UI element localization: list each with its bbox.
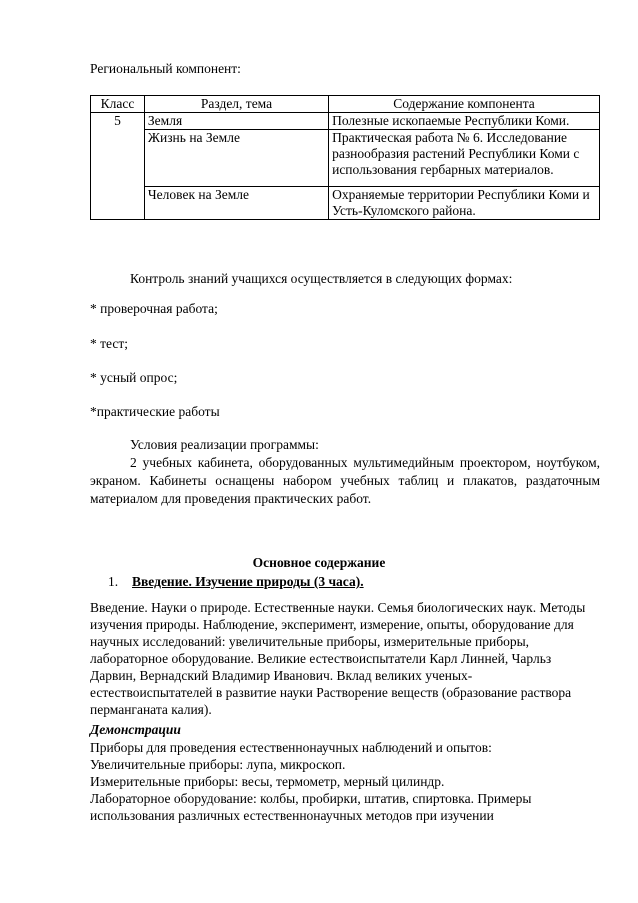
content-cell: Полезные ископаемые Республики Коми. [329, 113, 600, 130]
control-item: * проверочная работа; [90, 301, 218, 316]
control-item: *практические работы [90, 404, 220, 419]
topic-cell: Жизнь на Земле [144, 130, 328, 187]
regional-component-table [90, 95, 600, 220]
content-cell: Охраняемые территории Республики Коми и Усть-Куломского района. [329, 187, 600, 220]
header-grade: Класс [91, 96, 145, 113]
demo-line: Лабораторное оборудование: колбы, пробирки, штатив, спиртовка. Примеры использования различных естественнонаучных методов при изучении [90, 791, 532, 823]
demo-heading: Демонстрации [90, 722, 181, 737]
table-header-row [91, 96, 600, 113]
grade-cell: 5 [91, 113, 145, 220]
conditions-title: Условия реализации программы: [130, 437, 319, 452]
control-intro: Контроль знаний учащихся осуществляется в следующих формах: [130, 271, 513, 286]
header-content: Содержание компонента [329, 96, 600, 113]
topic-cell: Земля [144, 113, 328, 130]
conditions-text: 2 учебных кабинета, оборудованных мультимедийным проектором, ноутбуком, экраном. Кабинеты оснащены набором учебных таблиц и плакатов, раздаточным материалом для проведения практических работ. [90, 455, 600, 506]
demo-line: Приборы для проведения естественнонаучных наблюдений и опытов: [90, 740, 492, 755]
regional-component-title: Региональный компонент: [90, 61, 241, 76]
main-content-title: Основное содержание [252, 555, 386, 570]
section-number: 1. [108, 574, 119, 589]
demo-line: Увеличительные приборы: лупа, микроскоп. [90, 757, 346, 772]
table-row [91, 187, 600, 220]
demo-line: Измерительные приборы: весы, термометр, мерный цилиндр. [90, 774, 445, 789]
header-topic: Раздел, тема [144, 96, 328, 113]
intro-paragraph: Введение. Науки о природе. Естественные науки. Семья биологических наук. Методы изучения природы. Наблюдение, эксперимент, измерение, опыты, оборудование для научных исследований: увеличительные приборы, измерительные приборы, лабораторное оборудование. Великие естествоиспытатели Карл Линней, Чарльз Дарвин, Вернадский Владимир Иванович. Вклад великих ученых-естествоиспытателей в развитие науки Растворение веществ (образование раствора перманганата калия). [90, 600, 586, 717]
control-item: * усный опрос; [90, 370, 178, 385]
table-row [91, 113, 600, 130]
control-item: * тест; [90, 336, 128, 351]
content-cell: Практическая работа № 6. Исследование разнообразия растений Республики Коми с использования гербарных материалов. [329, 130, 600, 187]
table-row [91, 130, 600, 187]
section-title: Введение. Изучение природы (3 часа). [132, 574, 364, 589]
topic-cell: Человек на Земле [144, 187, 328, 220]
